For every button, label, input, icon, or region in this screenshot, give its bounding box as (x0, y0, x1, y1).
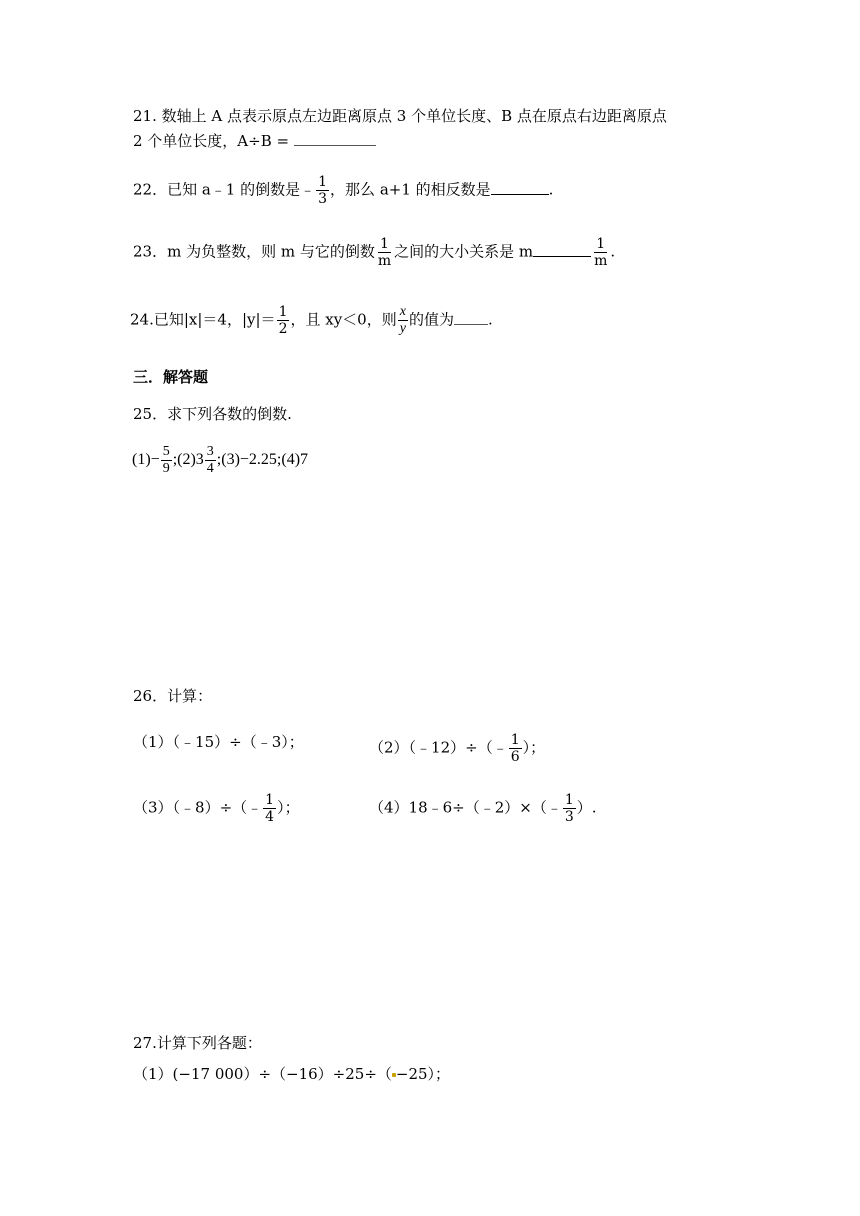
q23-frac2-den: m (594, 253, 608, 269)
q26-item-3 (133, 792, 300, 825)
q25-f2-num: 3 (206, 444, 214, 459)
q24-answer-blank[interactable] (454, 310, 488, 325)
q22-frac-den: 3 (318, 191, 328, 207)
q25-fraction-2 (205, 444, 216, 477)
q26-item3-b: ）； (277, 798, 300, 817)
q25-f1-num: 5 (162, 444, 170, 459)
q24-end: . (487, 310, 493, 329)
q23-frac1-den: m (377, 253, 392, 269)
q25-f2-den: 4 (206, 461, 214, 476)
q27-item1-b: −25）； (395, 1065, 451, 1083)
q25-p2: ;(2)3 (172, 451, 204, 469)
q26-item2-num: 1 (510, 732, 520, 748)
q25-p3: ;(3)−2.25;(4)7 (216, 451, 309, 469)
q23-fraction-2 (592, 236, 609, 269)
q26-item4-den: 3 (564, 809, 574, 825)
q21-text: 2 个单位长度，A÷B = (133, 132, 290, 150)
q24 (130, 304, 493, 337)
q26-item3-num: 1 (265, 792, 275, 808)
q26-item4-b: ）. (576, 798, 597, 817)
q21-line1: 21. 数轴上 A 点表示原点左边距离原点 3 个单位长度、B 点在原点右边距离原点 (133, 107, 667, 125)
q24-frac2-den: y (399, 321, 406, 336)
q24-frac2-num: x (399, 304, 406, 319)
q26-item-2 (369, 732, 545, 765)
q26-item4-a: （4）18﹣6÷（﹣2）×（﹣ (369, 798, 562, 817)
q27-item1-a: （1）(−17 000）÷（−16）÷25÷（ (133, 1065, 392, 1083)
q25-title: 25．求下列各数的倒数. (133, 405, 292, 423)
q23-middle: 之间的大小关系是 m (394, 242, 534, 261)
q22-fraction (316, 174, 329, 207)
q26-item2-fraction (509, 732, 522, 765)
q23 (133, 236, 615, 269)
q26-item-1: （1）（﹣15）÷（﹣3）； (133, 733, 304, 751)
q24-part2: ，且 xy＜0，则 (290, 310, 397, 329)
q23-frac2-num: 1 (596, 236, 606, 252)
q25-expression (132, 444, 308, 477)
q26-item3-den: 4 (265, 809, 275, 825)
q22-frac-num: 1 (318, 174, 328, 190)
q26-item-4 (369, 792, 597, 825)
q25-p1: (1)− (132, 451, 160, 469)
q26-item2-b: ）； (522, 738, 546, 757)
q26-item3-fraction (263, 792, 276, 825)
q24-part3: 的值为 (408, 310, 454, 329)
q26-item3-a: （3）（﹣8）÷（﹣ (133, 798, 263, 817)
q26-item4-fraction (563, 792, 576, 825)
q26-item4-num: 1 (564, 792, 574, 808)
q21-answer-blank[interactable] (294, 131, 376, 146)
q24-part1: 24.已知|x|＝4，|y|＝ (130, 310, 276, 329)
q26-title: 26．计算： (133, 687, 213, 705)
q26-item2-a: （2）（﹣12）÷（﹣ (369, 738, 508, 757)
section-heading: 三．解答题 (133, 368, 209, 386)
q25-f1-den: 9 (162, 461, 170, 476)
q22-answer-blank[interactable] (491, 180, 549, 195)
q23-end: . (610, 242, 616, 261)
q22-before: 22．已知 a﹣1 的倒数是﹣ (133, 180, 316, 199)
q27-item-1 (133, 1064, 450, 1084)
q24-fraction-2 (398, 304, 408, 337)
q24-frac1-den: 2 (278, 321, 288, 337)
q24-frac1-num: 1 (278, 304, 288, 320)
q23-before: 23．m 为负整数，则 m 与它的倒数 (133, 242, 375, 261)
q24-fraction-1 (277, 304, 290, 337)
q21-line2 (133, 131, 376, 151)
q27-title: 27.计算下列各题： (133, 1034, 262, 1052)
q22 (133, 174, 553, 207)
q25-fraction-1 (161, 444, 172, 477)
q22-end: . (548, 180, 554, 199)
q22-after: ，那么 a+1 的相反数是 (330, 180, 491, 199)
q23-frac1-num: 1 (380, 236, 389, 252)
q23-fraction-1 (376, 236, 393, 269)
q26-item2-den: 6 (510, 749, 520, 765)
q23-answer-blank[interactable] (533, 242, 591, 257)
